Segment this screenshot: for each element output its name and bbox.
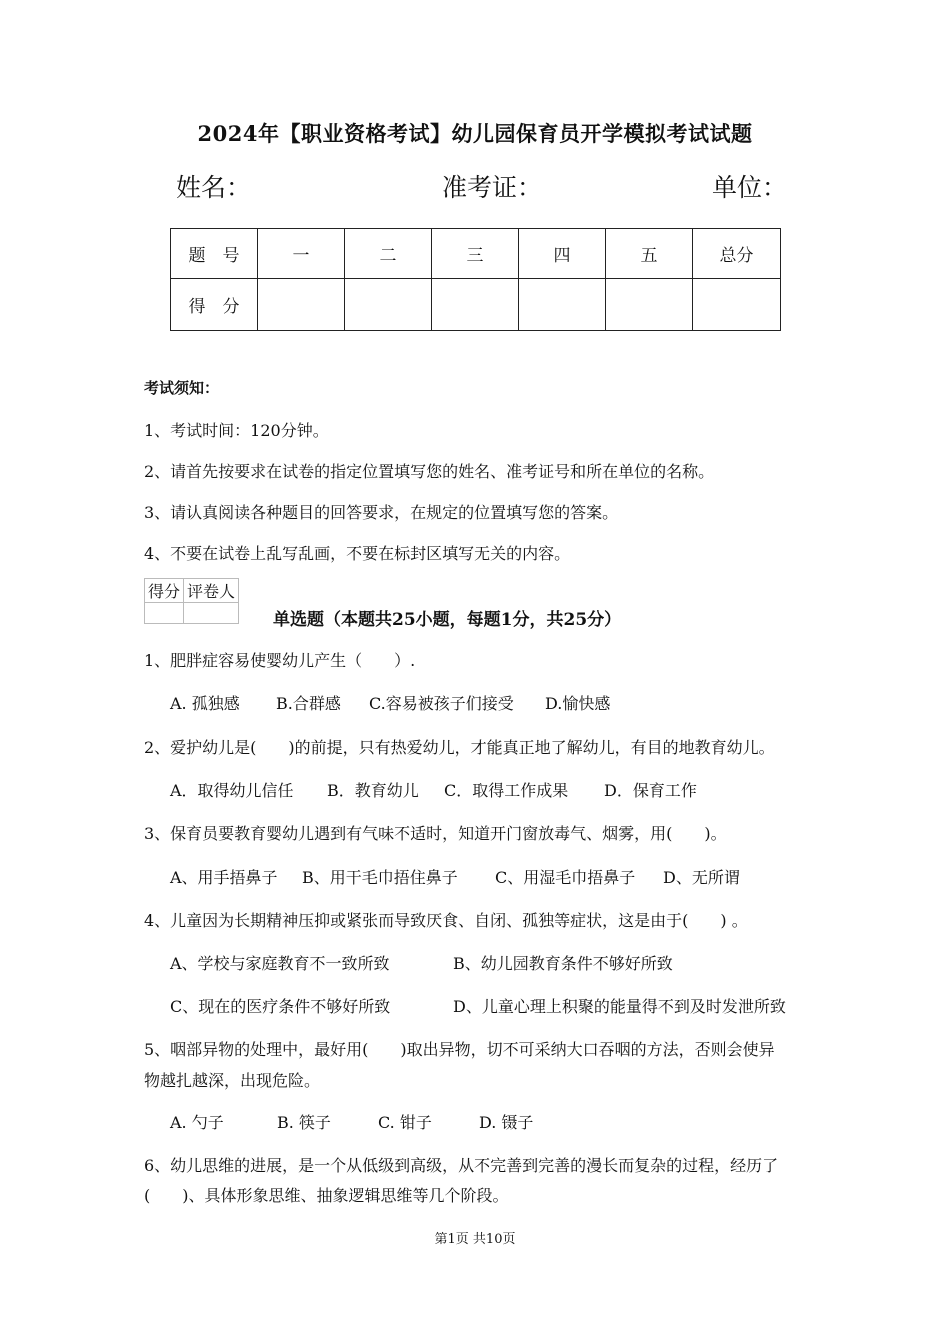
option-d[interactable]: D、儿童心理上积聚的能量得不到及时发泄所致 [453,997,786,1016]
exam-id-label: 准考证： [442,173,543,202]
question-stem: 1、肥胖症容易使婴幼儿产生（ ）. [144,651,416,670]
note-item: 3、请认真阅读各种题目的回答要求，在规定的位置填写您的答案。 [144,503,619,522]
option-b[interactable]: B．教育幼儿 [327,781,419,800]
grader-score-label: 得分 [145,579,184,603]
score-cell[interactable] [519,279,606,331]
option-b[interactable]: B、用干毛巾捂住鼻子 [302,868,458,887]
option-a[interactable]: A．取得幼儿信任 [170,781,294,800]
exam-title: 2024年【职业资格考试】幼儿园保育员开学模拟考试试题 [197,121,753,146]
option-a[interactable]: A. 勺子 [170,1113,224,1132]
question-stem-continued: ( )、具体形象思维、抽象逻辑思维等几个阶段。 [144,1186,509,1205]
section-3-header: 三 [432,229,519,279]
question-stem: 4、儿童因为长期精神压抑或紧张而导致厌食、自闭、孤独等症状，这是由于( ) 。 [144,911,748,930]
grader-score-cell[interactable] [145,603,184,624]
option-b[interactable]: B. 筷子 [277,1113,331,1132]
option-b[interactable]: B、幼儿园教育条件不够好所致 [453,954,673,973]
question-stem: 6、幼儿思维的进展，是一个从低级到高级，从不完善到完善的漫长而复杂的过程，经历了 [144,1156,779,1175]
option-c[interactable]: C. 钳子 [378,1113,432,1132]
option-a[interactable]: A、用手捂鼻子 [170,868,278,887]
note-item: 1、考试时间：120分钟。 [144,421,329,440]
grader-box [144,578,239,624]
section-title: 单选题（本题共25小题，每题1分，共25分） [273,610,622,630]
notes-heading: 考试须知： [144,379,220,397]
score-table [170,228,781,331]
score-table-header-row [171,229,781,279]
option-d[interactable]: D．保育工作 [604,781,697,800]
option-c[interactable]: C．取得工作成果 [444,781,569,800]
score-cell[interactable] [345,279,432,331]
score-row-label: 得 分 [171,279,258,331]
note-item: 4、不要在试卷上乱写乱画，不要在标封区填写无关的内容。 [144,544,571,563]
question-number-header: 题 号 [171,229,258,279]
page-footer: 第1页 共10页 [434,1232,516,1247]
option-a[interactable]: A、学校与家庭教育不一致所致 [170,954,390,973]
question-stem: 5、咽部异物的处理中，最好用( )取出异物，切不可采纳大口吞咽的方法，否则会使异 [144,1040,775,1059]
question-stem: 3、保育员要教育婴幼儿遇到有气味不适时，知道开门窗放毒气、烟雾，用( )。 [144,824,727,843]
score-cell[interactable] [258,279,345,331]
note-item: 2、请首先按要求在试卷的指定位置填写您的姓名、准考证号和所在单位的名称。 [144,462,715,481]
option-c[interactable]: C、现在的医疗条件不够好所致 [170,997,391,1016]
option-c[interactable]: C.容易被孩子们接受 [369,694,514,713]
option-a[interactable]: A. 孤独感 [170,694,240,713]
grader-name-label: 评卷人 [184,579,239,603]
section-2-header: 二 [345,229,432,279]
option-b[interactable]: B.合群感 [276,694,341,713]
unit-label: 单位： [712,173,788,202]
question-stem-continued: 物越扎越深，出现危险。 [144,1071,321,1090]
option-d[interactable]: D.愉快感 [545,694,611,713]
question-stem: 2、爱护幼儿是( )的前提，只有热爱幼儿，才能真正地了解幼儿，有目的地教育幼儿。 [144,738,775,757]
score-cell[interactable] [606,279,693,331]
grader-name-cell[interactable] [184,603,239,624]
section-5-header: 五 [606,229,693,279]
score-cell[interactable] [693,279,781,331]
score-cell[interactable] [432,279,519,331]
option-c[interactable]: C、用湿毛巾捂鼻子 [495,868,636,887]
section-1-header: 一 [258,229,345,279]
option-d[interactable]: D. 镊子 [479,1113,534,1132]
total-header: 总分 [693,229,781,279]
option-d[interactable]: D、无所谓 [663,868,740,887]
score-table-score-row [171,279,781,331]
section-4-header: 四 [519,229,606,279]
name-label: 姓名： [176,173,252,202]
